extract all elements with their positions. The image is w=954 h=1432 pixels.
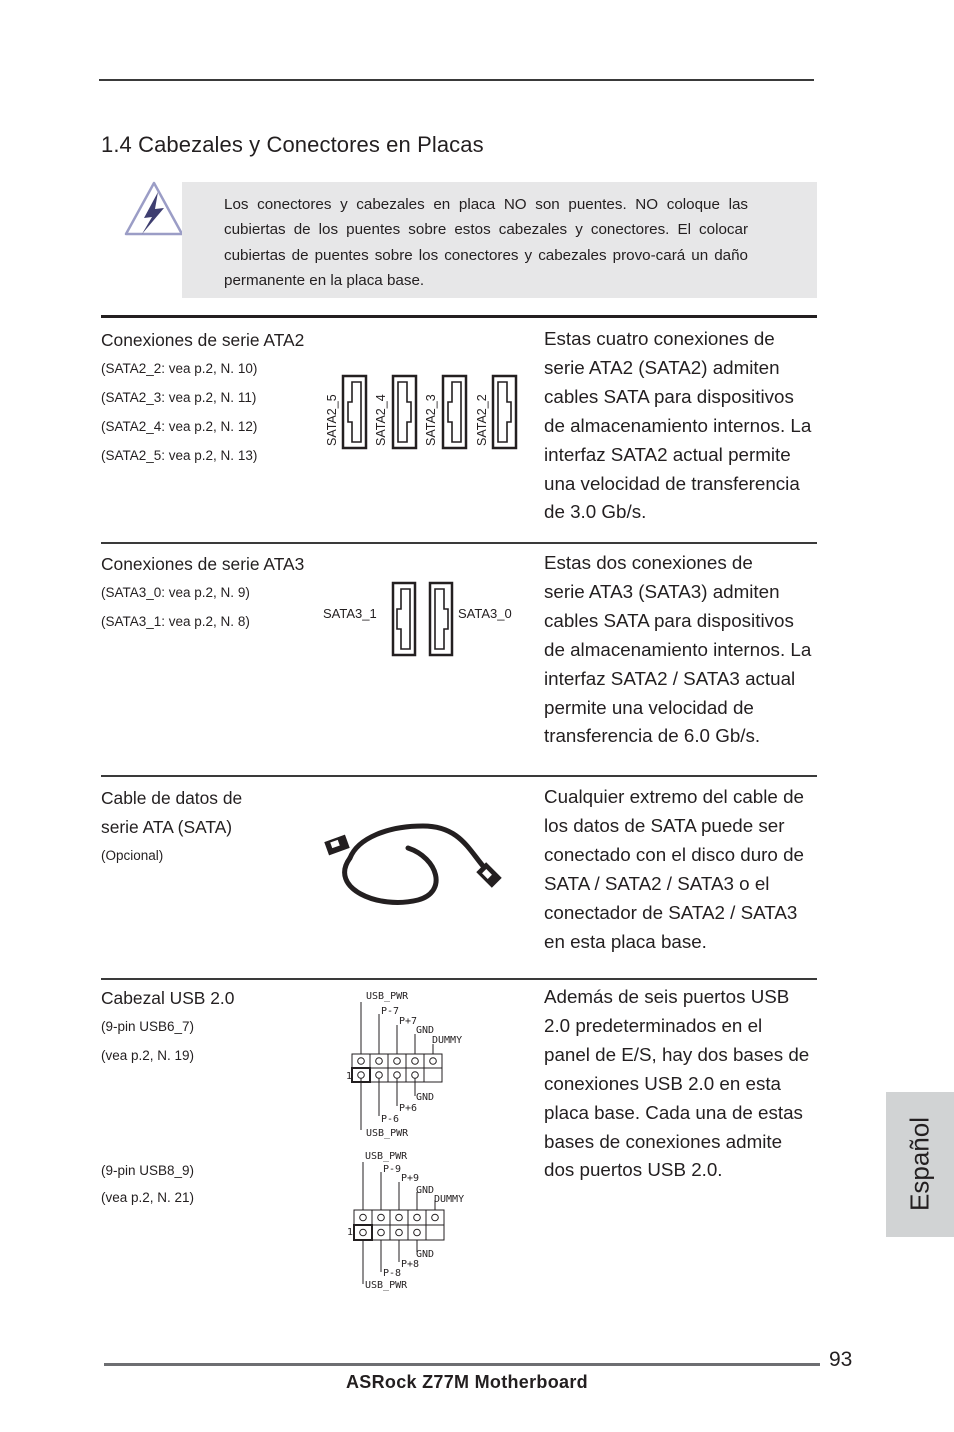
warning-icon	[120, 178, 186, 240]
section-rule	[101, 315, 817, 318]
sata-cable-illustration	[318, 818, 510, 910]
language-tab	[886, 1092, 954, 1237]
footer-rule	[104, 1363, 820, 1366]
h2-pin-one: 1	[347, 1227, 354, 1238]
divider-usb	[101, 978, 817, 980]
page-number: 93	[829, 1348, 853, 1371]
h2-usb-pwr: USB_PWR	[365, 1151, 408, 1162]
sata3-connectors-diagram	[390, 581, 456, 659]
sata2-ref-4: (SATA2_5: vea p.2, N. 13)	[101, 448, 258, 463]
sata2-4-label: SATA2_4	[374, 394, 388, 446]
h1-pin-one: 1	[346, 1071, 353, 1082]
sata2-ref-1: (SATA2_2: vea p.2, N. 10)	[101, 361, 258, 376]
sata2-2-label: SATA2_2	[475, 394, 489, 446]
sata3-description: Estas dos conexiones de serie ATA3 (SATA3) admiten cables SATA para dispositivos de almacenamiento internos. La interfaz SATA2 / SATA3 actual permite una velocidad de transferencia de 6.0 Gb/s.	[544, 552, 812, 747]
h1-dummy: DUMMY	[432, 1035, 463, 1046]
h2-gnd-bot: GND	[416, 1249, 435, 1260]
section-title: 1.4 Cabezales y Conectores en Placas	[101, 132, 484, 157]
usb-description: Además de seis puertos USB 2.0 predeterminados en el panel de E/S, hay dos bases de conexiones USB 2.0 en esta placa base. Cada una de estas bases de conexiones admite dos puertos USB 2.0.	[544, 986, 810, 1181]
h1-usb-pwr: USB_PWR	[366, 991, 409, 1002]
h2-dummy: DUMMY	[434, 1194, 465, 1205]
sata3-ref-1: (SATA3_0: vea p.2, N. 9)	[101, 585, 250, 600]
warning-text: Los conectores y cabezales en placa NO son puentes. NO coloque las cubiertas de los puentes sobre estos cabezales y conectores. El colocar cubiertas de puentes sobre los conectores y cabezales provo-cará un daño permanente en la placa base.	[224, 196, 748, 289]
cable-note: (Opcional)	[101, 848, 164, 863]
sata2-ref-2: (SATA2_3: vea p.2, N. 11)	[101, 390, 257, 405]
sata3-0-label: SATA3_0	[458, 606, 512, 621]
h1-p-minus-bot: P-6	[381, 1114, 400, 1125]
h2-gnd-top: GND	[416, 1185, 435, 1196]
usb-header2-ref: (vea p.2, N. 21)	[101, 1190, 195, 1205]
sata2-description: Estas cuatro conexiones de serie ATA2 (SATA2) admiten cables SATA para dispositivos de almacenamiento internos. La interfaz SATA2 actual permite una velocidad de transferencia de 3.0 Gb/s.	[544, 328, 812, 523]
usb-header2-pin: (9-pin USB8_9)	[101, 1163, 195, 1178]
h2-p-plus-top: P+9	[401, 1173, 420, 1184]
top-rule	[99, 79, 814, 81]
h1-p-minus-top: P-7	[381, 1006, 400, 1017]
sata2-title: Conexiones de serie ATA2	[101, 330, 305, 350]
h1-gnd-bot: GND	[416, 1092, 435, 1103]
h2-p-minus-bot: P-8	[383, 1268, 402, 1279]
h1-usb-pwr-bot: USB_PWR	[366, 1128, 409, 1139]
cable-description: Cualquier extremo del cable de los datos de SATA puede ser conectado con el disco duro de SATA / SATA2 / SATA3 o el conectador de SATA2 / SATA3 en esta placa base.	[544, 786, 804, 952]
h2-p-plus-bot: P+8	[401, 1259, 420, 1270]
sata3-title: Conexiones de serie ATA3	[101, 554, 305, 574]
footer-title: ASRock Z77M Motherboard	[346, 1372, 588, 1392]
sata2-3-label: SATA2_3	[424, 394, 438, 446]
h2-p-minus-top: P-9	[383, 1164, 402, 1175]
sata2-ref-3: (SATA2_4: vea p.2, N. 12)	[101, 419, 258, 434]
usb-header2-diagram	[345, 1150, 480, 1295]
sata3-ref-2: (SATA3_1: vea p.2, N. 8)	[101, 614, 250, 629]
usb-header1-pin: (9-pin USB6_7)	[101, 1019, 195, 1034]
sata2-5-label: SATA2_5	[325, 394, 339, 446]
usb-title: Cabezal USB 2.0	[101, 988, 235, 1008]
h1-p-plus-top: P+7	[399, 1016, 418, 1027]
sata3-1-label: SATA3_1	[323, 606, 377, 621]
h1-gnd-top: GND	[416, 1025, 435, 1036]
cable-title-2: serie ATA (SATA)	[101, 817, 233, 837]
usb-header1-ref: (vea p.2, N. 19)	[101, 1048, 195, 1063]
sata2-connectors-diagram	[340, 374, 522, 452]
divider-cable	[101, 775, 817, 777]
divider-sata3	[101, 542, 817, 544]
h1-p-plus-bot: P+6	[399, 1103, 418, 1114]
h2-usb-pwr-bot: USB_PWR	[365, 1280, 408, 1291]
language-tab-label: Español	[904, 1117, 935, 1211]
cable-title-1: Cable de datos de	[101, 788, 243, 808]
usb-header1-diagram	[345, 990, 480, 1142]
